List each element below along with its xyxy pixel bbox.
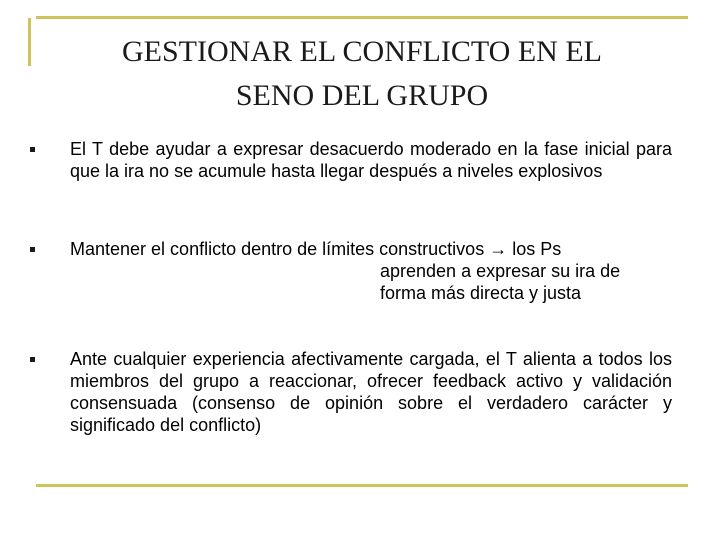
frame-bottom-line: [36, 484, 688, 487]
bullet-text-1: El T debe ayudar a expresar desacuerdo moderado en la fase inicial para que la ira no se acumule hasta llegar después a niveles explosivos: [70, 139, 672, 181]
bullet-text-2: [70, 238, 672, 304]
bullet-text-2-line-2: aprenden a expresar su ira de: [380, 261, 621, 281]
slide-title-line-1: GESTIONAR EL CONFLICTO EN EL: [122, 35, 602, 68]
square-bullet-icon: [30, 247, 35, 252]
bullet-text-2-line-3: forma más directa y justa: [380, 283, 582, 303]
square-bullet-icon: [30, 147, 35, 152]
frame-top-line: [36, 16, 688, 19]
bullet-text-2-line-1: Mantener el conflicto dentro de límites constructivos → los Ps: [70, 239, 562, 259]
square-bullet-icon: [30, 357, 35, 362]
frame-left-line: [28, 18, 31, 66]
slide-title-line-2: SENO DEL GRUPO: [235, 79, 489, 112]
bullet-text-3: Ante cualquier experiencia afectivamente cargada, el T alienta a todos los miembros del grupo a reaccionar, ofrecer feedback activo y validación consensuada (consenso de opinión sobre el verdadero carácter y significado del conflicto): [70, 349, 672, 435]
slide-title: [40, 30, 684, 118]
